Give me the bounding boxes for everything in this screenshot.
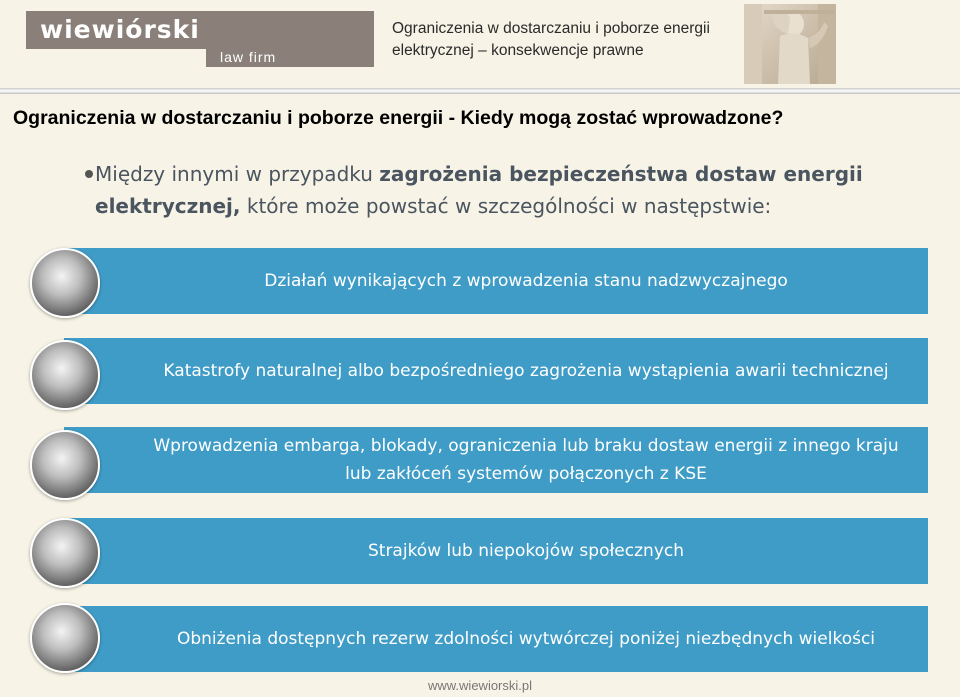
intro-part1: Między innymi w przypadku [95, 162, 380, 186]
list-item [64, 518, 928, 584]
intro-text [95, 158, 915, 222]
list-item-label: Wprowadzenia embarga, blokady, ograniczenia lub braku dostaw energii z innego kraju lub zakłóceń systemów połączonych z KSE [153, 436, 899, 484]
list-item-label: Katastrofy naturalnej albo bezpośredniego zagrożenia wystąpienia awarii technicznej [163, 361, 889, 381]
footer-url[interactable]: www.wiewiorski.pl [427, 678, 533, 693]
header-divider [0, 88, 960, 94]
list-item-label: Obniżenia dostępnych rezerw zdolności wytwórczej poniżej niezbędnych wielkości [176, 629, 876, 649]
intro-part2: które może powstać w szczególności w następstwie: [240, 194, 772, 218]
power-line-storm-photo-icon [30, 430, 100, 500]
bullet-dot [85, 170, 93, 178]
list-item [64, 606, 928, 672]
list-item-label: Strajków lub niepokojów społecznych [367, 541, 684, 561]
list-item [64, 248, 928, 314]
header [0, 0, 960, 85]
logo-name: wiewiórski [40, 15, 200, 44]
statue-image [744, 4, 836, 84]
power-line-storm-photo-icon [30, 340, 100, 410]
presentation-title: Ograniczenia w dostarczaniu i poborze energii elektrycznej – konsekwencje prawne [392, 20, 710, 59]
list-item-label: Działań wynikających z wprowadzenia stanu nadzwyczajnego [264, 271, 788, 291]
list-item [64, 338, 928, 404]
power-line-storm-photo-icon [30, 603, 100, 673]
intro-bold: zagrożenia bezpieczeństwa dostaw energii elektrycznej, [95, 162, 863, 218]
logo-tagline: law firm [220, 49, 277, 65]
logo [26, 11, 374, 67]
power-line-storm-photo-icon [30, 248, 100, 318]
logo-main-block [26, 11, 374, 49]
list-item [64, 427, 928, 493]
slide-title: Ograniczenia w dostarczaniu i poborze energii - Kiedy mogą zostać wprowadzone? [13, 107, 784, 129]
power-line-storm-photo-icon [30, 518, 100, 588]
